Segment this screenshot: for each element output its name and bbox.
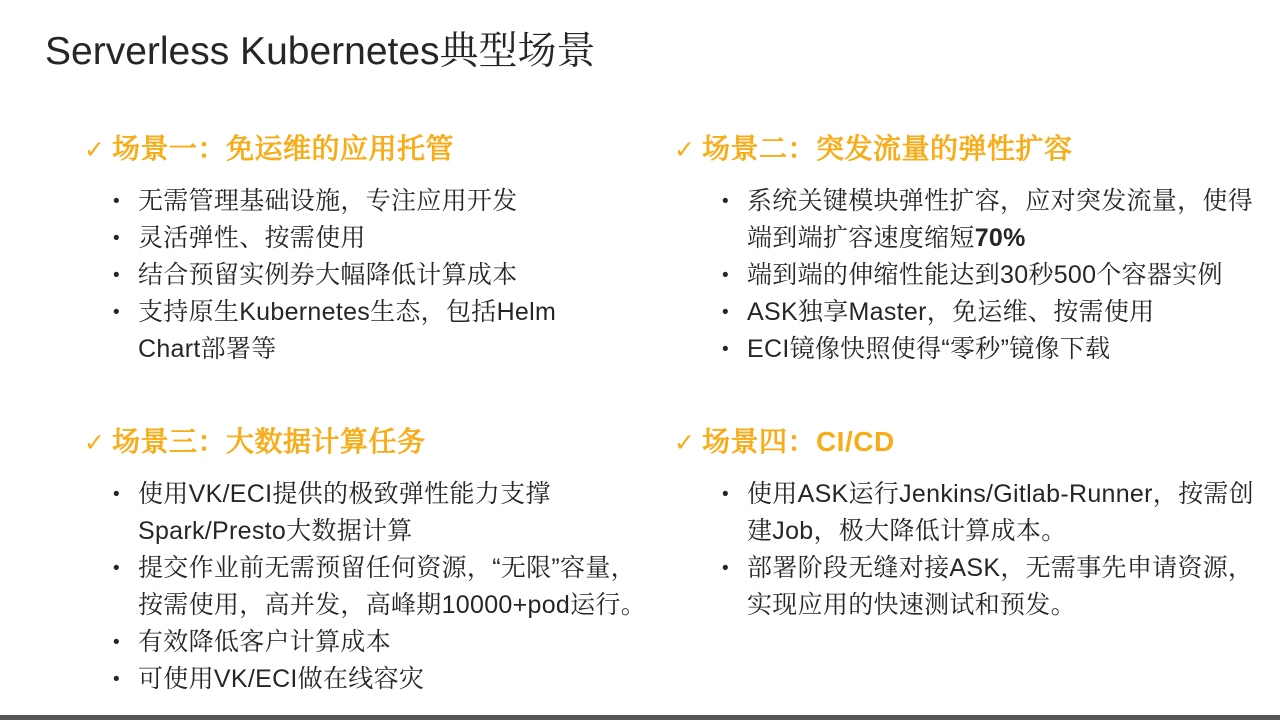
scenario-4-heading xyxy=(674,424,1280,461)
bullet-item xyxy=(674,183,1280,257)
scenario-2-heading-text: 场景二：突发流量的弹性扩容 xyxy=(701,133,1073,164)
scenario-4-panel xyxy=(674,424,1280,624)
scenario-3-bullet-list xyxy=(65,476,680,698)
bullet-text-bold: 70% xyxy=(974,224,1026,252)
bullet-item xyxy=(65,294,680,368)
bullet-item xyxy=(674,331,1280,368)
bullet-item xyxy=(65,183,680,220)
scenario-1-heading-text: 场景一：免运维的应用托管 xyxy=(111,133,454,164)
bullet-text: 使用ASK运行Jenkins/Gitlab-Runner，按需创 建Job，极大降低计算成本。 xyxy=(747,480,1254,545)
bullet-item xyxy=(674,257,1280,294)
bullet-dot-icon: • xyxy=(722,339,729,360)
check-icon: ✓ xyxy=(84,429,105,457)
scenario-2-heading xyxy=(674,131,1280,168)
bullet-item xyxy=(65,257,680,294)
bullet-item xyxy=(674,294,1280,331)
bullet-dot-icon: • xyxy=(722,558,729,579)
bullet-text: 部署阶段无缝对接ASK，无需事先申请资源， 实现应用的快速测试和预发。 xyxy=(747,554,1254,619)
bullet-item xyxy=(65,624,680,661)
bullet-text: 有效降低客户计算成本 xyxy=(138,628,392,656)
bullet-dot-icon: • xyxy=(113,265,120,286)
check-icon: ✓ xyxy=(674,136,695,164)
bullet-dot-icon: • xyxy=(113,669,120,690)
bullet-text: 无需管理基础设施，专注应用开发 xyxy=(138,187,518,215)
scenario-1-bullet-list xyxy=(65,183,680,368)
check-icon: ✓ xyxy=(84,136,105,164)
scenario-4-heading-text: 场景四：CI/CD xyxy=(701,426,895,457)
scenario-2-bullet-list xyxy=(674,183,1280,368)
bullet-text: 灵活弹性、按需使用 xyxy=(138,224,366,252)
bullet-dot-icon: • xyxy=(113,191,120,212)
scenario-3-panel xyxy=(65,424,680,698)
bullet-dot-icon: • xyxy=(113,228,120,249)
bullet-dot-icon: • xyxy=(722,191,729,212)
scenario-1-panel xyxy=(65,131,680,368)
check-icon: ✓ xyxy=(674,429,695,457)
scenario-4-bullet-list xyxy=(674,476,1280,624)
bullet-text: 系统关键模块弹性扩容，应对突发流量，使得 端到端扩容速度缩短 xyxy=(747,187,1254,252)
bullet-dot-icon: • xyxy=(113,302,120,323)
scenario-3-heading-text: 场景三：大数据计算任务 xyxy=(111,426,426,457)
bullet-item xyxy=(65,550,680,624)
scenario-2-panel xyxy=(674,131,1280,368)
bullet-item xyxy=(65,661,680,698)
bullet-text: 结合预留实例券大幅降低计算成本 xyxy=(138,261,518,289)
bullet-text: 提交作业前无需预留任何资源，“无限”容量， 按需使用，高并发，高峰期10000+pod运行。 xyxy=(138,554,647,619)
bullet-dot-icon: • xyxy=(113,558,120,579)
slide-title: Serverless Kubernetes典型场景 xyxy=(45,30,596,73)
bullet-text: ASK独享Master，免运维、按需使用 xyxy=(747,298,1155,326)
bullet-dot-icon: • xyxy=(722,484,729,505)
bullet-text: 使用VK/ECI提供的极致弹性能力支撑 Spark/Presto大数据计算 xyxy=(138,480,551,545)
bullet-dot-icon: • xyxy=(113,484,120,505)
bullet-item xyxy=(674,550,1280,624)
bullet-item xyxy=(674,476,1280,550)
bullet-item xyxy=(65,220,680,257)
bullet-text: 可使用VK/ECI做在线容灾 xyxy=(138,665,425,693)
bullet-text: 端到端的伸缩性能达到30秒500个容器实例 xyxy=(747,261,1223,289)
scenario-3-heading xyxy=(65,424,680,461)
bullet-text: 支持原生Kubernetes生态，包括Helm Chart部署等 xyxy=(138,298,557,363)
bullet-item xyxy=(65,476,680,550)
bullet-dot-icon: • xyxy=(113,632,120,653)
bullet-dot-icon: • xyxy=(722,265,729,286)
bullet-text: ECI镜像快照使得“零秒”镜像下载 xyxy=(747,335,1111,363)
bullet-dot-icon: • xyxy=(722,302,729,323)
footer-bar xyxy=(0,715,1280,720)
scenario-1-heading xyxy=(65,131,680,168)
